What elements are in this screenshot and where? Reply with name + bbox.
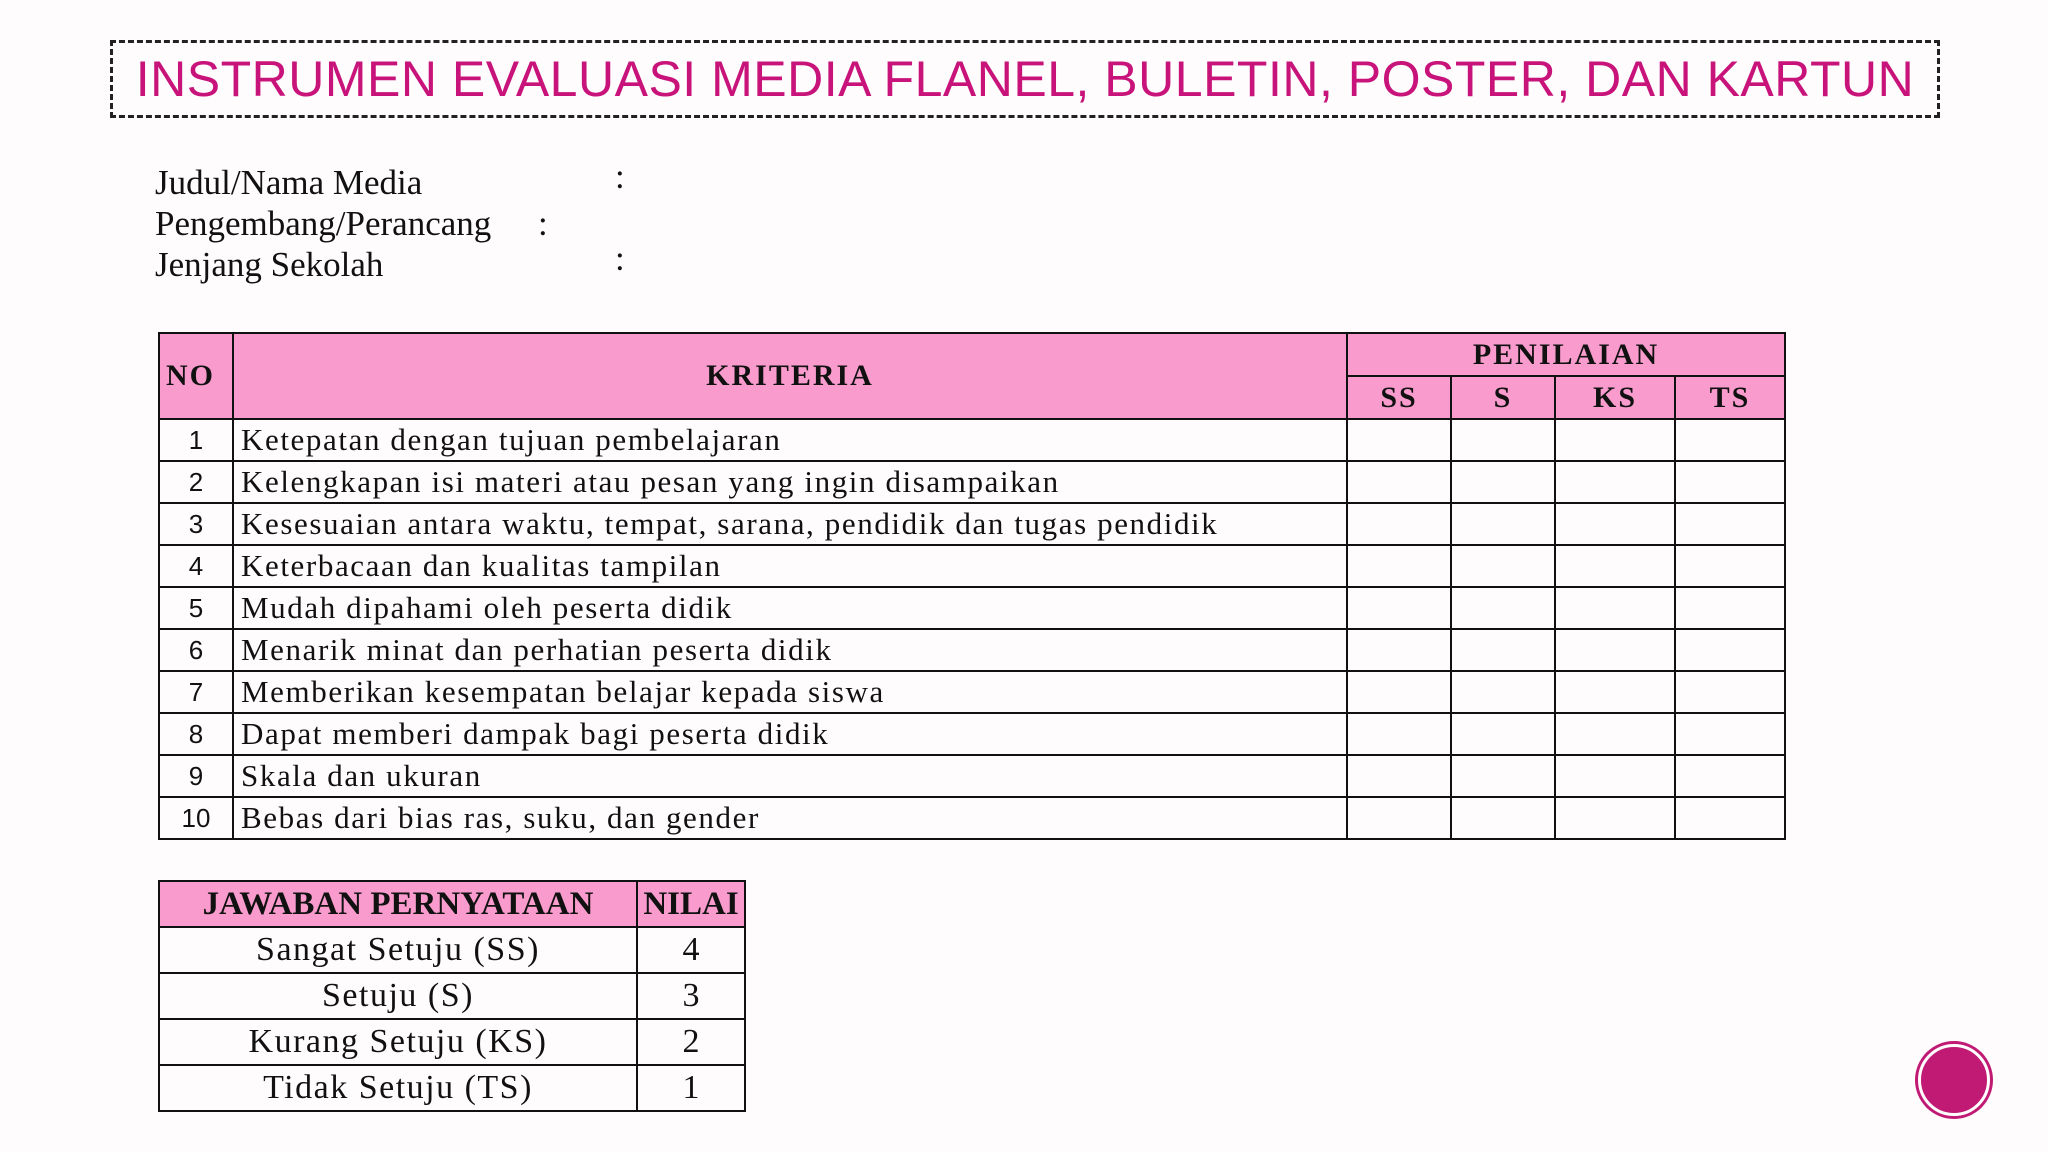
header-answer: JAWABAN PERNYATAAN — [159, 881, 637, 927]
rating-cell-s[interactable] — [1451, 419, 1555, 461]
rating-cell-ks[interactable] — [1555, 419, 1675, 461]
rating-cell-ts[interactable] — [1675, 503, 1785, 545]
row-number: 8 — [159, 713, 233, 755]
rating-cell-ts[interactable] — [1675, 755, 1785, 797]
table-row — [159, 461, 1785, 503]
table-row — [159, 629, 1785, 671]
row-number: 7 — [159, 671, 233, 713]
scale-answer: Kurang Setuju (KS) — [159, 1019, 637, 1065]
criterion-text: Menarik minat dan perhatian peserta didik — [233, 629, 1347, 671]
rating-cell-ks[interactable] — [1555, 629, 1675, 671]
rating-cell-s[interactable] — [1451, 587, 1555, 629]
rating-cell-ss[interactable] — [1347, 755, 1451, 797]
table-row — [159, 797, 1785, 839]
scale-row — [159, 1019, 745, 1065]
header-ts: TS — [1675, 376, 1785, 419]
scale-answer: Setuju (S) — [159, 973, 637, 1019]
rating-cell-ts[interactable] — [1675, 671, 1785, 713]
rating-cell-ks[interactable] — [1555, 755, 1675, 797]
rating-cell-ss[interactable] — [1347, 629, 1451, 671]
table-row — [159, 503, 1785, 545]
scale-value: 1 — [637, 1065, 745, 1111]
media-info — [155, 157, 625, 285]
rating-cell-ts[interactable] — [1675, 587, 1785, 629]
criterion-text: Dapat memberi dampak bagi peserta didik — [233, 713, 1347, 755]
scale-value: 2 — [637, 1019, 745, 1065]
row-number: 6 — [159, 629, 233, 671]
criterion-text: Ketepatan dengan tujuan pembelajaran — [233, 419, 1347, 461]
row-number: 3 — [159, 503, 233, 545]
header-kriteria: KRITERIA — [233, 333, 1347, 419]
rating-cell-s[interactable] — [1451, 629, 1555, 671]
rating-cell-ts[interactable] — [1675, 713, 1785, 755]
info-row-media-name — [155, 157, 625, 203]
scale-answer: Sangat Setuju (SS) — [159, 927, 637, 973]
table-row — [159, 671, 1785, 713]
rating-cell-ks[interactable] — [1555, 503, 1675, 545]
rating-cell-s[interactable] — [1451, 671, 1555, 713]
rating-cell-ks[interactable] — [1555, 713, 1675, 755]
evaluation-table — [158, 332, 1786, 840]
title-frame — [110, 40, 1940, 118]
info-colon: : — [538, 204, 548, 243]
criterion-text: Kesesuaian antara waktu, tempat, sarana, pendidik dan tugas pendidik — [233, 503, 1347, 545]
table-header-row — [159, 333, 1785, 376]
row-number: 10 — [159, 797, 233, 839]
slide-nav-button[interactable] — [1918, 1044, 1990, 1116]
scale-header-row — [159, 881, 745, 927]
rating-cell-ks[interactable] — [1555, 671, 1675, 713]
rating-cell-ks[interactable] — [1555, 797, 1675, 839]
rating-cell-ks[interactable] — [1555, 461, 1675, 503]
rating-cell-ss[interactable] — [1347, 461, 1451, 503]
rating-cell-ss[interactable] — [1347, 713, 1451, 755]
rating-cell-ks[interactable] — [1555, 587, 1675, 629]
header-no: NO — [159, 333, 233, 419]
rating-cell-ss[interactable] — [1347, 587, 1451, 629]
scale-row — [159, 973, 745, 1019]
scale-row — [159, 1065, 745, 1111]
header-ks: KS — [1555, 376, 1675, 419]
scale-answer: Tidak Setuju (TS) — [159, 1065, 637, 1111]
header-penilaian: PENILAIAN — [1347, 333, 1785, 376]
rating-cell-s[interactable] — [1451, 755, 1555, 797]
scale-row — [159, 927, 745, 973]
criterion-text: Mudah dipahami oleh peserta didik — [233, 587, 1347, 629]
criterion-text: Memberikan kesempatan belajar kepada siswa — [233, 671, 1347, 713]
rating-scale-table — [158, 880, 746, 1112]
rating-cell-ts[interactable] — [1675, 629, 1785, 671]
page-title: INSTRUMEN EVALUASI MEDIA FLANEL, BULETIN, POSTER, DAN KARTUN — [135, 51, 1915, 107]
criterion-text: Skala dan ukuran — [233, 755, 1347, 797]
rating-cell-s[interactable] — [1451, 797, 1555, 839]
rating-cell-ss[interactable] — [1347, 419, 1451, 461]
rating-cell-ts[interactable] — [1675, 797, 1785, 839]
header-s: S — [1451, 376, 1555, 419]
row-number: 2 — [159, 461, 233, 503]
rating-cell-ss[interactable] — [1347, 797, 1451, 839]
rating-cell-s[interactable] — [1451, 503, 1555, 545]
table-row — [159, 587, 1785, 629]
criterion-text: Bebas dari bias ras, suku, dan gender — [233, 797, 1347, 839]
criterion-text: Kelengkapan isi materi atau pesan yang ingin disampaikan — [233, 461, 1347, 503]
row-number: 4 — [159, 545, 233, 587]
criterion-text: Keterbacaan dan kualitas tampilan — [233, 545, 1347, 587]
info-colon: : — [615, 239, 625, 278]
rating-cell-ks[interactable] — [1555, 545, 1675, 587]
scale-value: 3 — [637, 973, 745, 1019]
scale-value: 4 — [637, 927, 745, 973]
info-row-school-level — [155, 239, 625, 285]
header-value: NILAI — [637, 881, 745, 927]
rating-cell-s[interactable] — [1451, 545, 1555, 587]
info-label-media-name: Judul/Nama Media — [155, 163, 423, 202]
rating-cell-ts[interactable] — [1675, 419, 1785, 461]
info-label-school-level: Jenjang Sekolah — [155, 245, 384, 284]
rating-cell-s[interactable] — [1451, 461, 1555, 503]
rating-cell-s[interactable] — [1451, 713, 1555, 755]
rating-cell-ts[interactable] — [1675, 545, 1785, 587]
info-label-developer: Pengembang/Perancang — [155, 204, 492, 243]
rating-cell-ss[interactable] — [1347, 503, 1451, 545]
rating-cell-ss[interactable] — [1347, 545, 1451, 587]
table-row — [159, 419, 1785, 461]
row-number: 1 — [159, 419, 233, 461]
rating-cell-ss[interactable] — [1347, 671, 1451, 713]
info-row-developer — [155, 203, 548, 244]
info-colon: : — [615, 157, 625, 196]
row-number: 5 — [159, 587, 233, 629]
table-row — [159, 713, 1785, 755]
rating-cell-ts[interactable] — [1675, 461, 1785, 503]
row-number: 9 — [159, 755, 233, 797]
table-row — [159, 755, 1785, 797]
table-row — [159, 545, 1785, 587]
header-ss: SS — [1347, 376, 1451, 419]
